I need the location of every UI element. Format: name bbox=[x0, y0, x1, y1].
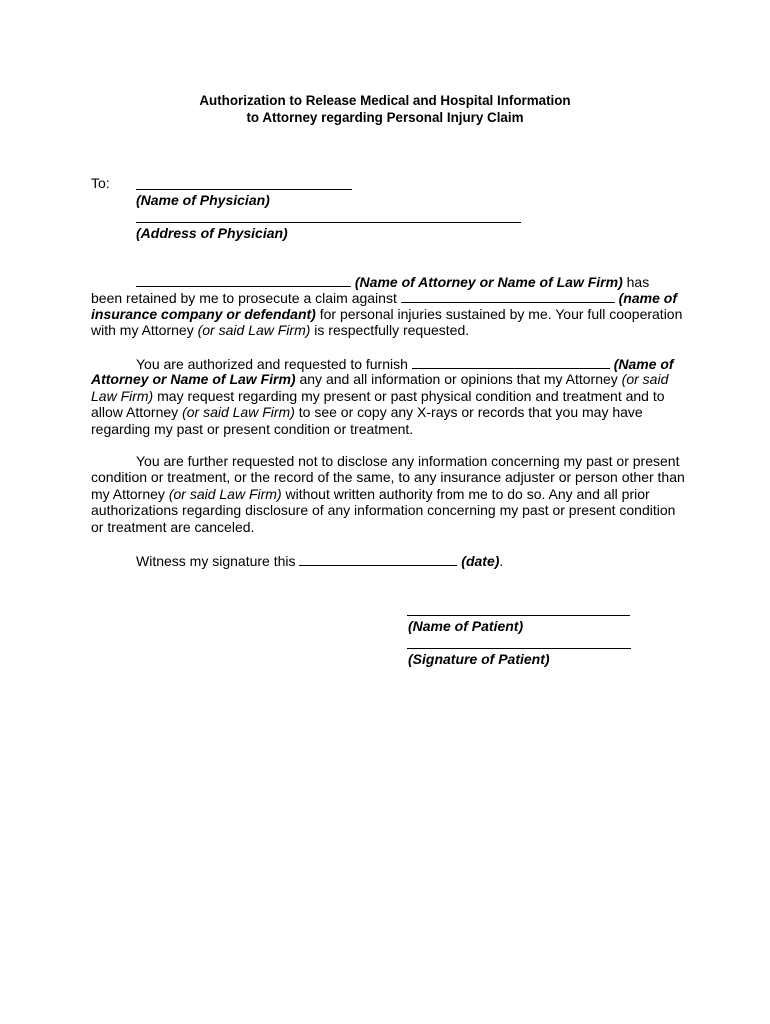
paragraph-authorized bbox=[91, 355, 691, 437]
period: . bbox=[499, 553, 504, 569]
text-authorized: You are authorized and requested to furnish bbox=[136, 356, 408, 372]
text-regarding: regarding my past or present condition or treatment. bbox=[91, 420, 414, 437]
text-allow-attorney: allow Attorney bbox=[91, 404, 179, 421]
attorney-firm-label: Attorney or Name of Law Firm) bbox=[91, 371, 296, 388]
furnish-attorney-blank[interactable] bbox=[412, 355, 610, 369]
or-said-firm-3: (or said Law Firm) bbox=[168, 485, 282, 502]
physician-name-line[interactable] bbox=[136, 189, 352, 190]
or-said-firm-2: (or said Law Firm) bbox=[182, 404, 295, 421]
text-has: has bbox=[626, 274, 650, 290]
text-my-attorney: my Attorney bbox=[91, 485, 165, 502]
text-retained: been retained by me to prosecute a claim against bbox=[91, 290, 397, 307]
paragraph-disclose bbox=[91, 453, 691, 535]
physician-name-label: (Name of Physician) bbox=[136, 192, 270, 208]
text-respectfully: is respectfully requested. bbox=[314, 322, 470, 339]
text-injuries: for personal injuries sustained by me. Your full cooperation bbox=[319, 305, 683, 322]
patient-signature-label: (Signature of Patient) bbox=[408, 651, 550, 667]
physician-address-label: (Address of Physician) bbox=[136, 225, 288, 241]
disclose-line-2: condition or treatment, or the record of the same, to any insurance adjuster or person other than bbox=[91, 469, 685, 486]
patient-name-label: (Name of Patient) bbox=[408, 618, 524, 634]
or-said: (or said bbox=[621, 371, 669, 388]
date-blank[interactable] bbox=[299, 552, 457, 566]
disclose-line-5: or treatment are canceled. bbox=[91, 518, 255, 535]
text-to-see: to see or copy any X-rays or records that you may have bbox=[298, 404, 643, 421]
title-line-2: to Attorney regarding Personal Injury Claim bbox=[246, 109, 524, 125]
to-label: To: bbox=[91, 175, 110, 191]
witness-line bbox=[136, 552, 503, 569]
law-firm: Law Firm) bbox=[91, 387, 154, 404]
name-of-label-2: (Name of bbox=[613, 356, 674, 372]
attorney-name-blank[interactable] bbox=[136, 273, 351, 287]
paragraph-retained bbox=[91, 273, 691, 339]
or-said-firm: (or said Law Firm) bbox=[197, 322, 311, 339]
name-of-label: (name of bbox=[618, 290, 677, 307]
patient-name-line[interactable] bbox=[407, 615, 630, 616]
attorney-name-label: (Name of Attorney or Name of Law Firm) bbox=[354, 274, 623, 290]
disclose-line-4: authorizations regarding disclosure of any information concerning my past or present condition bbox=[91, 502, 676, 519]
patient-signature-line[interactable] bbox=[407, 648, 631, 649]
physician-address-line[interactable] bbox=[136, 222, 521, 223]
text-may-request: may request regarding my present or past physical condition and treatment and to bbox=[157, 387, 665, 404]
disclose-line-1: You are further requested not to disclose any information concerning my past or present bbox=[136, 453, 680, 469]
text-without: without written authority from me to do so. Any and all prior bbox=[285, 485, 650, 502]
insurance-label: insurance company or defendant) bbox=[91, 305, 316, 322]
document-title bbox=[0, 93, 770, 126]
text-with-attorney: with my Attorney bbox=[91, 322, 194, 339]
defendant-blank[interactable] bbox=[401, 289, 615, 303]
text-any-all: any and all information or opinions that my Attorney bbox=[299, 371, 618, 388]
date-label: (date) bbox=[461, 553, 500, 569]
witness-text: Witness my signature this bbox=[136, 553, 296, 569]
title-line-1: Authorization to Release Medical and Hospital Information bbox=[199, 93, 571, 108]
